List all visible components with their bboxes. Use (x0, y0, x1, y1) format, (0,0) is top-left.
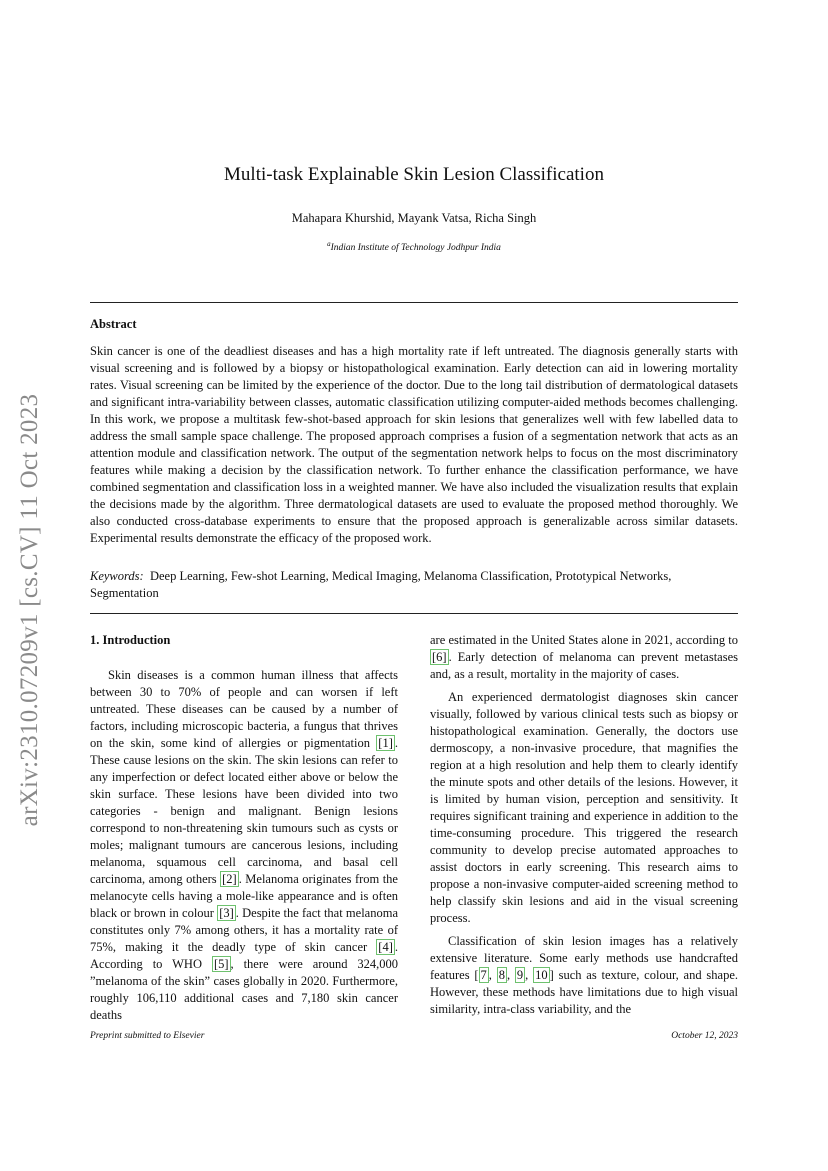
citation-link[interactable]: [2] (222, 872, 237, 886)
citation-link[interactable]: 8 (498, 968, 505, 982)
footer-date: October 12, 2023 (671, 1031, 738, 1041)
keywords-text: Deep Learning, Few-shot Learning, Medical Imaging, Melanoma Classification, Prototypical Networks, Segmentation (90, 569, 672, 600)
footer-preprint-note: Preprint submitted to Elsevier (90, 1031, 205, 1041)
citation-link[interactable]: [1] (378, 736, 393, 750)
right-column (430, 632, 738, 1018)
citation-link[interactable]: [5] (213, 957, 229, 971)
affiliation-marker: a (327, 240, 331, 248)
left-column (90, 632, 398, 1024)
intro-paragraph-2: An experienced dermatologist diagnoses skin cancer visually, followed by various clinical tests such as biopsy or histopathological examination. Generally, the doctors use dermoscopy, a non-invasive procedure, that magnifies the region at a high resolution and help them to clearly identify the minute spots and other details of the lesions. However, it is limited by human vision, perception and sensitivity. It requires significant training and experience in addition to the time-consuming procedure. This triggered the research community to develop precise automated approaches to assist doctors in early screening. This research aims to propose a non-invasive computer-aided screening method to help classify skin lesions and aid in the visual screening process. (430, 690, 738, 925)
intro-paragraph-continued: are estimated in the United States alone in 2021, according to [6] . Early detection of melanoma can prevent metastases and, as a result, mortality in the majority of cases. (430, 633, 738, 681)
abstract-text: Skin cancer is one of the deadliest diseases and has a high mortality rate if left untreated. The diagnosis generally starts with visual screening and is followed by a biopsy or histopathological examination. Early detection can aid in lowering mortality rates. Visual screening can be limited by the experience of the doctor. Due to the long tail distribution of dermatological datasets and significant intra-variability between classes, automatic classification utilizing computer-aided methods becomes challenging. In this work, we propose a multitask few-shot-based approach for skin lesions that generalizes well with few labelled data to address the small sample space challenge. The proposed approach comprises a fusion of a segmentation network that acts as an attention module and classification network. The output of the segmentation network helps to focus on the most discriminatory features while making a decision by the classification network. To further enhance the classification performance, we have combined segmentation and classification loss in a weighted manner. We have also included the visualization results that explain the decisions made by the algorithm. Three dermatological datasets are used to evaluate the proposed method thoroughly. We also conducted cross-database experiments to ensure that the proposed approach is generalizable across similar datasets. Experimental results demonstrate the efficacy of the proposed work. (90, 344, 738, 545)
paper-title: Multi-task Explainable Skin Lesion Classification (224, 164, 604, 185)
affiliation (90, 240, 738, 253)
citation-link[interactable]: [4] (378, 940, 393, 954)
bottom-divider (90, 613, 738, 614)
citation-link[interactable]: [6] (432, 650, 447, 664)
top-divider (90, 302, 738, 303)
citation-link[interactable]: 9 (516, 968, 524, 982)
abstract-heading: Abstract (90, 317, 137, 331)
author-list: Mahapara Khurshid, Mayank Vatsa, Richa Singh (291, 211, 537, 225)
arxiv-stamp-text: arXiv:2310.07209v1 [cs.CV] 11 Oct 2023 (16, 393, 43, 827)
intro-paragraph-3: Classification of skin lesion images has a relatively extensive literature. Some early methods use handcrafted features [ 7 , 8 , 9 , 10 ] such as texture, colour, and shape. However, these methods have limitations due to high visual similarity, intra-class variability, and the (430, 934, 738, 1016)
arxiv-stamp (10, 360, 50, 860)
affiliation-text: Indian Institute of Technology Jodhpur India (330, 243, 501, 254)
citation-link[interactable]: 7 (480, 968, 487, 982)
citation-link[interactable]: [3] (219, 906, 234, 920)
section-heading: 1. Introduction (90, 633, 171, 647)
keywords-label: Keywords: (90, 569, 144, 583)
keywords (90, 568, 738, 602)
intro-paragraph-1: Skin diseases is a common human illness that affects between 30 to 70% of people and can worsen if left untreated. These diseases can be caused by a number of factors, including microscopic bacteria, a fungus that thrives on the skin, some kind of allergies or pigmentation [1] . These cause lesions on the skin. The skin lesions can refer to any imperfection or defect located either above or below the skin surface. These lesions have been divided into two categories - benign and malignant. Benign lesions correspond to non-threatening skin tumours such as cysts or moles; malignant tumours are cancerous lesions, including melanoma, squamous cell carcinoma, and basal cell carcinoma, among others [2] . Melanoma originates from the melanocyte cells having a mole-like appearance and is often black or brown in colour [3] . Despite the fact that melanoma constitutes only 7% among others, it has a mortality rate of 75%, making it the deadly type of skin cancer [4] . According to WHO [5] , there were around 324,000 ”melanoma of the skin” cases globally in 2020. Furthermore, roughly 106,110 additional cases and 7,180 skin cancer deaths (90, 668, 399, 1022)
citation-link[interactable]: 10 (535, 968, 548, 982)
